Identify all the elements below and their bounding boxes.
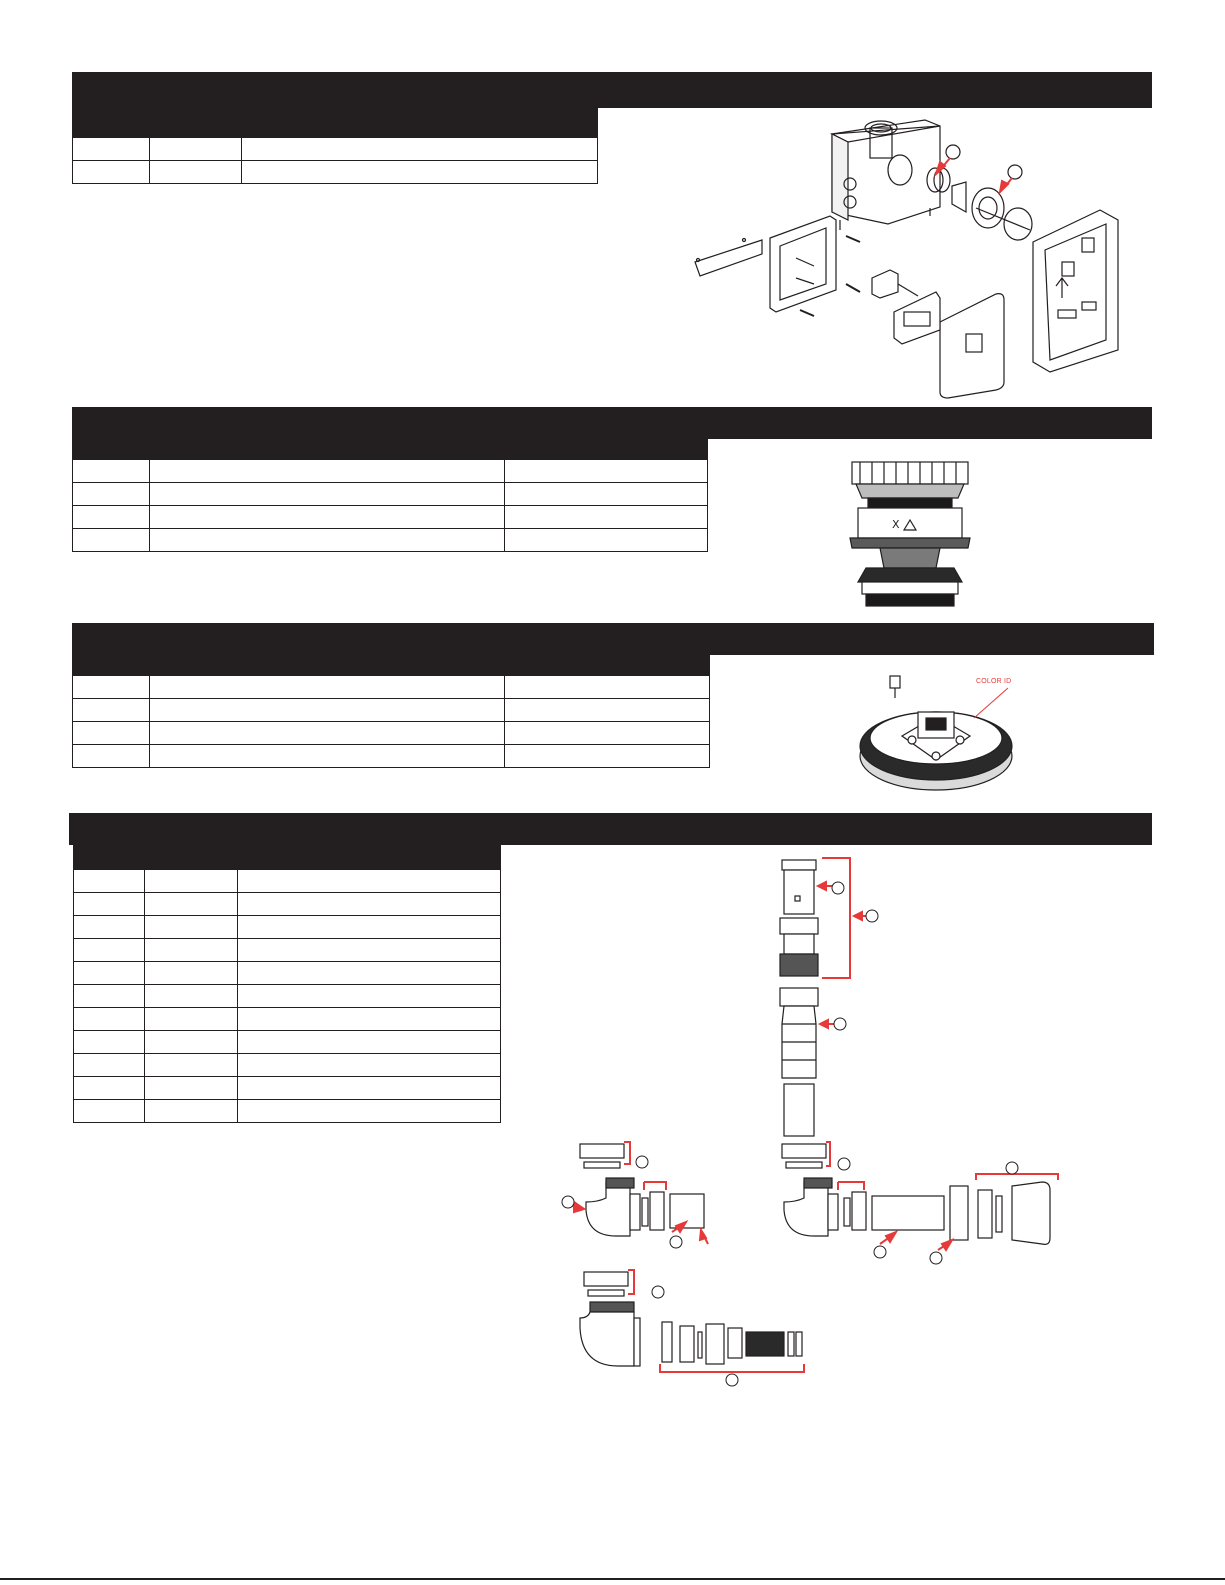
valve-assembly-exploded-figure (690, 112, 1140, 402)
table-row (74, 985, 501, 1008)
table-row (73, 529, 708, 552)
color-id-callout: COLOR ID (976, 678, 1012, 685)
svg-text:X: X (892, 518, 900, 531)
elbow-assembly-1-figure (558, 1140, 723, 1250)
table-row (73, 699, 710, 722)
elbow-assembly-3-figure (574, 1268, 814, 1388)
section-4-table-header (73, 845, 501, 869)
table-row (73, 676, 710, 699)
section-3-parts-table (72, 675, 710, 768)
table-row (74, 1054, 501, 1077)
table-row (74, 893, 501, 916)
table-row (73, 161, 598, 184)
table-row (74, 1031, 501, 1054)
table-row (74, 870, 501, 893)
section-3-banner (72, 623, 1154, 655)
section-4-banner (69, 813, 1152, 845)
section-4-parts-table (73, 869, 501, 1123)
table-row (73, 506, 708, 529)
table-row (74, 939, 501, 962)
section-2-banner (72, 407, 1152, 439)
table-row (73, 745, 710, 768)
section-1-table-header (72, 108, 598, 138)
cartridge-top-figure (856, 668, 1016, 800)
table-row (73, 460, 708, 483)
table-row (74, 962, 501, 985)
table-row (74, 1008, 501, 1031)
table-row (74, 1100, 501, 1123)
table-row (73, 483, 708, 506)
section-2-table-header (72, 439, 708, 459)
section-3-table-header (72, 655, 710, 675)
flush-tube-figure (770, 856, 890, 1140)
table-row (74, 1077, 501, 1100)
table-row (73, 722, 710, 745)
section-1-parts-table (72, 137, 598, 184)
table-row (73, 138, 598, 161)
footer-rule (0, 1578, 1225, 1580)
cartridge-figure (840, 458, 980, 614)
elbow-assembly-2-figure (778, 1140, 1078, 1265)
section-1-banner (72, 72, 1152, 108)
section-2-parts-table (72, 459, 708, 552)
table-row (74, 916, 501, 939)
